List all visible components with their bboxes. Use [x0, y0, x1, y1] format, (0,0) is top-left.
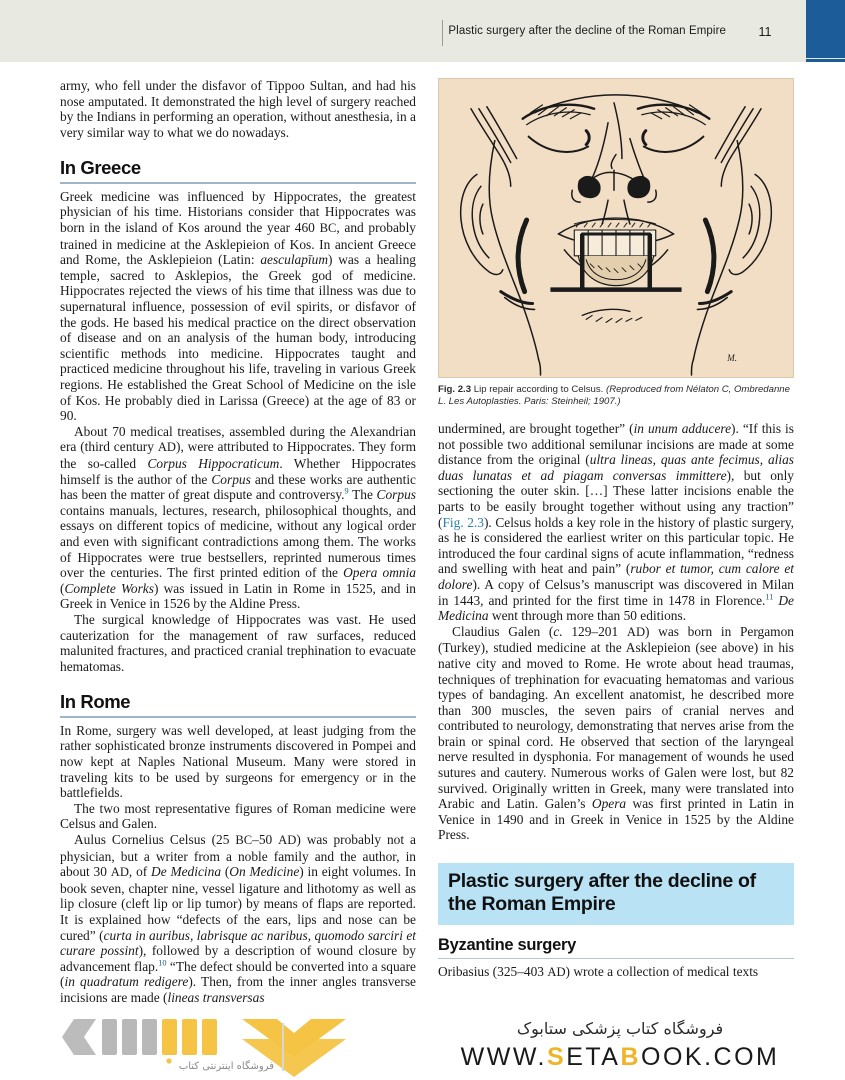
italic-title: De Medicina: [438, 592, 794, 624]
paragraph-greece-1: [60, 189, 416, 424]
text-run: The surgical knowledge of Hippocrates was vast. He used cauterization for the management of raw surfaces, reduced malunited fractures, and practiced cranial trephination to evacuate hematomas.: [60, 611, 416, 674]
text-run: ) wrote a collection of medical texts: [565, 964, 759, 980]
figure-image: [438, 78, 794, 378]
right-text-column: [438, 78, 794, 981]
text-run: ). Celsus holds a key role in the history of plastic surgery, as he is considered the earliest writer on this particular topic. He introduced the four cardinal signs of acute inflammation, “redness and swelling with heat and pain” (: [438, 514, 795, 577]
watermark-banner: [0, 1015, 845, 1080]
paragraph-byzantine-1: [438, 964, 794, 981]
text-run: Aulus Cornelius Celsus (25: [74, 831, 236, 847]
paragraph-text: army, who fell under the disfavor of Tippoo Sultan, and had his nose amputated. It demonstrated the high level of surgery reached by the Indians in performing an operation, without anesthesia, in a very similar way to what we do nowadays.: [60, 78, 416, 140]
paragraph-rome-3: [60, 832, 416, 1006]
watermark-text-group: [420, 1015, 830, 1080]
italic-title: Opera: [591, 796, 627, 812]
watermark-logo-group: [62, 1017, 412, 1079]
footnote-marker[interactable]: 11: [765, 592, 774, 602]
italic-latin: rubor et tumor, cum calore et dolore: [438, 561, 794, 592]
text-run: and these works are authentic has been the matter of great dispute and controversy.: [60, 471, 416, 503]
url-prefix: WWW.: [460, 1043, 547, 1071]
text-run: “The defect should be converted into a square (: [60, 958, 416, 990]
smallcaps-ad: AD: [157, 440, 176, 455]
left-text-column: [60, 78, 416, 1005]
text-run: Oribasius (325–403: [438, 964, 548, 980]
italic-term: Corpus: [376, 487, 416, 503]
figure-caption-source: (Reproduced from Nélaton C, Ombredanne L. Les Autoplasties. Paris: Steinheil; 1907.): [438, 384, 790, 407]
url-suffix: OOK.COM: [641, 1043, 780, 1071]
text-run: , of: [128, 864, 152, 880]
figure-caption: [438, 384, 794, 408]
page-number: 11: [758, 25, 772, 39]
heading-in-greece: In Greece: [60, 157, 141, 179]
heading-byzantine-surgery: Byzantine surgery: [438, 936, 576, 955]
watermark-persian-title: فروشگاه کتاب پزشکی ستابوک: [516, 1019, 724, 1038]
figure-label: Fig. 2.3: [438, 384, 472, 395]
text-run: ) was a healing temple, sacred to Asklepios, the Greek god of medicine. Hippocrates rejected the views of his time that illness was due to supernatural influence, possession of evil spirits, or disfavor of the gods. He based his medical practice on the direct observation of disease and on an analysis of the human body, introducing scientific methods into medicine. Hippocrates taught and practiced medicine throughout his life, traveling in various Greek regions. He established the Great School of Medicine on the isle of Kos. He probably died in Larissa (Greece) at the age of 83 or 90.: [60, 252, 416, 424]
footnote-marker[interactable]: 10: [158, 958, 167, 968]
italic-term: Opera omnia: [343, 565, 416, 581]
italic-term: aesculapīum: [260, 252, 329, 268]
text-run: ). A copy of Celsus’s manuscript was discovered in Milan in 1443, and printed for the first time in 1478 in Florence.: [438, 576, 794, 608]
heading-rule: [438, 958, 794, 959]
text-run: ), were attributed to Hippocrates. They form the so-called: [60, 439, 416, 471]
heading-in-rome: In Rome: [60, 691, 131, 713]
text-run: contains manuals, lectures, research, philosophical thoughts, and essays on different topics of medicine, without any logical order and even with significant contradictions among them. The works of Hippocrates were true bestsellers, reprinted numerous times over the centuries. The first printed edition of the: [60, 502, 416, 581]
text-run: . Whether Hippocrates himself is the author of the: [60, 455, 416, 487]
text-run: was first printed in Latin in Venice in 1490 and in Greek in Venice in 1525 by the Aldine Press.: [438, 796, 794, 843]
italic-title: On Medicine: [229, 864, 300, 880]
smallcaps-ad: AD: [110, 865, 129, 880]
text-run: 129–201: [562, 623, 627, 639]
smallcaps-bc: BC: [319, 221, 337, 236]
italic-term: Corpus: [211, 471, 251, 487]
url-letter-b: B: [620, 1043, 642, 1071]
paragraph-continued-from-previous-page: [60, 78, 416, 140]
italic-latin: curta in auribus, labrisque ac naribus, quomodo sarciri et curare possint: [60, 927, 417, 959]
text-run: ). Then, from the inner angles transverse incisions are made (: [60, 974, 416, 1005]
watermark-url[interactable]: [420, 1043, 820, 1072]
footnote-marker[interactable]: 9: [344, 486, 349, 496]
paragraph-rome-2: [60, 801, 416, 832]
paragraph-galen: [438, 624, 794, 843]
paragraph-celsus-quote: [438, 421, 794, 624]
text-run: ), but only sectioning the outer skin. […] These latter incisions enable the parts to be easily brought together without using any traction” (: [438, 467, 795, 530]
artist-signature: M.: [727, 353, 737, 364]
heading-rule: [60, 716, 416, 718]
italic-latin: in quadratum redigere: [64, 974, 189, 990]
text-run: undermined, are brought together” (: [438, 421, 634, 436]
smallcaps-ad: AD: [278, 832, 297, 847]
text-run: ) was probably not a physician, but a writer from a noble family and the author, in about 30: [60, 831, 416, 880]
italic-circa: c.: [553, 623, 563, 639]
text-run: (: [221, 864, 230, 880]
figure-caption-main: Lip repair according to Celsus.: [473, 384, 604, 395]
url-eta: ETA: [566, 1043, 621, 1071]
italic-latin: in unum adducere: [633, 421, 732, 436]
text-run: The: [348, 487, 377, 503]
watermark-divider: [282, 1023, 284, 1071]
lip-repair-illustration: [439, 79, 793, 377]
blue-heading-text: Plastic surgery after the decline of the Roman Empire: [448, 870, 756, 916]
section-heading-block: [438, 863, 794, 925]
header-accent-underline: [806, 59, 845, 62]
running-header: [0, 0, 845, 62]
heading-rule: [60, 182, 416, 184]
text-run: The two most representative figures of Roman medicine were Celsus and Galen.: [60, 800, 416, 832]
italic-latin: ultra lineas, quas ante fecimus, alias duas lunatas et ad piagam conversas immittere: [438, 452, 794, 483]
smallcaps-ad: AD: [626, 624, 646, 639]
text-run: About 70 medical treatises, assembled during the Alexandrian era (third century: [60, 423, 416, 455]
text-run: ) was born in Pergamon (Turkey), studied medicine at the Asklepieion (see above) in his native city and moved to Rome. He wrote about head traumas, techniques of trephination for evacuating hematomas and various types of bandaging. An excellent anatomist, he described more than 300 muscles, the seven pairs of cranial nerves and contributed to neurology, demonstrating that nerves arise from the brain or spinal cord. He observed that section of the laryngeal nerve resulted in dysphonia. For management of wounds he used sutures and cautery. Numerous works of Galen were lost, but 82 survived. Originally written in Greek, many were translated into Arabic and Latin. Galen’s: [438, 623, 794, 812]
italic-term: Complete Works: [64, 580, 154, 596]
smallcaps-ad: AD: [547, 965, 566, 980]
paragraph-rome-1: [60, 723, 416, 801]
italic-latin: lineas transversas: [167, 989, 265, 1005]
paragraph-greece-3: [60, 612, 416, 674]
url-letter-s: S: [547, 1043, 567, 1071]
smallcaps-bc: BC: [235, 832, 253, 847]
header-divider: [442, 20, 443, 46]
text-run: ), followed by a description of wound closure by advancement flap.: [60, 943, 417, 974]
header-accent-block: [806, 0, 845, 58]
text-run: went through more than 50 editions.: [488, 608, 687, 624]
watermark-persian-subtitle: فروشگاه اینترنتی کتاب: [178, 1061, 274, 1072]
figure-cross-reference[interactable]: Fig. 2.3: [442, 514, 484, 530]
text-run: Claudius Galen (: [452, 623, 554, 639]
text-run: ). “If this is not possible two additional semilunar incisions are made at some distance from the original (: [438, 421, 794, 468]
italic-term: Corpus Hippocraticum: [147, 455, 280, 471]
paragraph-greece-2: [60, 424, 416, 612]
text-run: ) in eight volumes. In book seven, chapter nine, vessel ligature and lithotomy as well as lip closure (cleft lip or lip tumor) by means of flaps are reported. It is explained how “defects of the ears, lips and nose can be cured” (: [60, 864, 416, 943]
text-run: , and probably trained in medicine at the Asklepieion of Kos. In ancient Greece and Rome, the Asklepieion (Latin:: [60, 220, 416, 268]
text-run: In Rome, surgery was well developed, at least judging from the rather sophisticated bronze instruments discovered in Pompei and now kept at Naples National Museum. Many were stored in traveling kits to be used by surgeons for emergency or in the battlefields.: [60, 722, 416, 801]
running-header-title: Plastic surgery after the decline of the Roman Empire: [448, 25, 726, 37]
text-run: ) was issued in Latin in Rome in 1525, and in Greek in Venice in 1526 by the Aldine Press.: [60, 580, 416, 612]
text-run: –50: [252, 831, 279, 847]
italic-title: De Medicina: [151, 864, 222, 880]
text-run: Greek medicine was influenced by Hippocrates, the greatest physician of his time. Historians consider that Hippocrates was born in the island of Kos around the year 460: [60, 188, 416, 236]
text-run: (: [60, 580, 65, 596]
